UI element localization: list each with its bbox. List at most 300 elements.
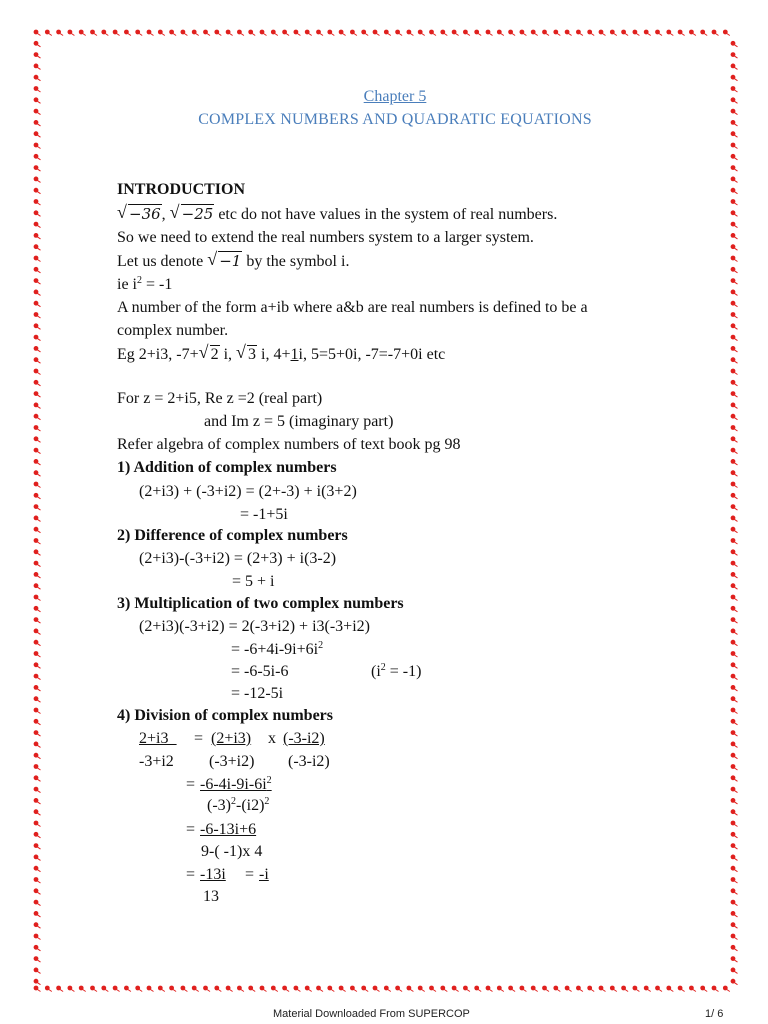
border-tick — [377, 34, 380, 36]
border-tick — [38, 904, 41, 906]
border-tick — [735, 576, 738, 578]
border-dot — [666, 30, 671, 35]
border-dot — [101, 986, 106, 991]
border-dot — [678, 986, 683, 991]
border-dot — [474, 30, 479, 35]
border-dot — [34, 188, 39, 193]
border-dot — [34, 888, 39, 893]
border-tick — [735, 926, 738, 928]
border-dot — [531, 30, 536, 35]
border-tick — [735, 519, 738, 521]
border-dot — [644, 30, 649, 35]
border-tick — [704, 990, 707, 992]
border-dot — [34, 595, 39, 600]
heading-difference: 2) Difference of complex numbers — [117, 527, 348, 544]
border-dot — [731, 290, 736, 295]
border-dot — [731, 764, 736, 769]
border-tick — [38, 260, 41, 262]
border-dot — [45, 30, 50, 35]
border-dot — [731, 380, 736, 385]
border-dot — [731, 312, 736, 317]
border-tick — [735, 757, 738, 759]
border-dot — [731, 516, 736, 521]
border-tick — [38, 508, 41, 510]
border-dot — [316, 986, 321, 991]
border-dot — [361, 30, 366, 35]
intro-line-1: √ −36, √ −25 etc do not have values in the system of real numbers. — [117, 202, 558, 223]
border-tick — [735, 632, 738, 634]
border-dot — [237, 30, 242, 35]
border-tick — [38, 990, 41, 992]
border-tick — [501, 34, 504, 36]
border-tick — [105, 990, 108, 992]
border-tick — [38, 192, 41, 194]
border-dot — [350, 986, 355, 991]
border-dot — [731, 798, 736, 803]
border-tick — [377, 990, 380, 992]
border-tick — [218, 990, 221, 992]
border-tick — [478, 34, 481, 36]
border-tick — [38, 180, 41, 182]
border-dot — [169, 986, 174, 991]
border-dot — [731, 696, 736, 701]
border-dot — [34, 787, 39, 792]
border-dot — [731, 527, 736, 532]
border-tick — [388, 34, 391, 36]
border-dot — [34, 222, 39, 227]
border-tick — [735, 395, 738, 397]
border-dot — [610, 30, 615, 35]
border-dot — [731, 323, 736, 328]
border-dot — [34, 685, 39, 690]
border-tick — [535, 990, 538, 992]
border-tick — [735, 938, 738, 940]
border-tick — [670, 34, 673, 36]
border-dot — [731, 911, 736, 916]
border-tick — [230, 990, 233, 992]
border-tick — [38, 610, 41, 612]
border-dot — [339, 30, 344, 35]
border-dot — [34, 391, 39, 396]
border-dot — [731, 41, 736, 46]
border-dot — [34, 267, 39, 272]
border-dot — [731, 742, 736, 747]
border-dot — [34, 719, 39, 724]
border-tick — [38, 361, 41, 363]
section-heading-introduction: INTRODUCTION — [117, 181, 246, 198]
border-tick — [735, 486, 738, 488]
border-tick — [735, 971, 738, 973]
border-dot — [463, 986, 468, 991]
border-dot — [731, 52, 736, 57]
border-tick — [735, 180, 738, 182]
border-dot — [731, 674, 736, 679]
border-dot — [34, 821, 39, 826]
border-dot — [395, 986, 400, 991]
border-dot — [34, 934, 39, 939]
border-dot — [463, 30, 468, 35]
border-tick — [625, 34, 628, 36]
border-dot — [158, 986, 163, 991]
division-numerator-3: (-3-i2) — [283, 730, 325, 747]
border-tick — [735, 791, 738, 793]
border-tick — [331, 34, 334, 36]
border-dot — [34, 312, 39, 317]
border-tick — [735, 248, 738, 250]
border-tick — [557, 990, 560, 992]
border-tick — [38, 474, 41, 476]
division-step4-equals: = — [186, 866, 196, 883]
border-tick — [38, 158, 41, 160]
border-tick — [38, 745, 41, 747]
border-tick — [38, 350, 41, 352]
border-tick — [735, 158, 738, 160]
border-tick — [735, 67, 738, 69]
border-tick — [444, 990, 447, 992]
border-dot — [34, 301, 39, 306]
border-tick — [546, 34, 549, 36]
border-dot — [294, 986, 299, 991]
border-tick — [38, 836, 41, 838]
border-dot — [34, 549, 39, 554]
border-dot — [553, 986, 558, 991]
border-tick — [433, 34, 436, 36]
border-tick — [331, 990, 334, 992]
border-dot — [520, 30, 525, 35]
border-tick — [735, 949, 738, 951]
border-dot — [34, 855, 39, 860]
division-times: x — [268, 730, 276, 747]
border-dot — [384, 30, 389, 35]
border-dot — [508, 30, 513, 35]
border-tick — [38, 655, 41, 657]
border-dot — [452, 30, 457, 35]
border-dot — [34, 764, 39, 769]
border-tick — [38, 644, 41, 646]
border-tick — [38, 576, 41, 578]
border-tick — [264, 990, 267, 992]
border-tick — [682, 34, 685, 36]
border-tick — [38, 678, 41, 680]
border-dot — [34, 448, 39, 453]
border-dot — [34, 662, 39, 667]
border-tick — [38, 214, 41, 216]
border-tick — [309, 34, 312, 36]
border-dot — [731, 470, 736, 475]
border-tick — [727, 34, 730, 36]
border-dot — [34, 606, 39, 611]
border-tick — [38, 915, 41, 917]
border-dot — [587, 986, 592, 991]
page-number: 1/ 6 — [705, 1008, 724, 1020]
border-dot — [542, 986, 547, 991]
border-tick — [105, 34, 108, 36]
border-dot — [34, 561, 39, 566]
border-tick — [735, 621, 738, 623]
border-dot — [90, 30, 95, 35]
border-dot — [731, 583, 736, 588]
border-dot — [633, 986, 638, 991]
border-dot — [731, 708, 736, 713]
border-dot — [418, 30, 423, 35]
border-dot — [147, 30, 152, 35]
border-dot — [731, 233, 736, 238]
border-dot — [666, 986, 671, 991]
border-tick — [490, 34, 493, 36]
border-dot — [34, 256, 39, 261]
border-tick — [365, 990, 368, 992]
border-tick — [275, 990, 278, 992]
border-tick — [38, 938, 41, 940]
border-tick — [196, 990, 199, 992]
border-dot — [731, 956, 736, 961]
border-dot — [34, 233, 39, 238]
border-dot — [282, 986, 287, 991]
border-tick — [591, 990, 594, 992]
border-dot — [79, 30, 84, 35]
border-tick — [38, 847, 41, 849]
border-tick — [38, 723, 41, 725]
border-tick — [252, 34, 255, 36]
border-dot — [531, 986, 536, 991]
border-tick — [501, 990, 504, 992]
border-dot — [34, 629, 39, 634]
border-dot — [731, 188, 736, 193]
border-tick — [735, 226, 738, 228]
border-tick — [38, 632, 41, 634]
border-tick — [735, 260, 738, 262]
border-tick — [735, 452, 738, 454]
border-dot — [339, 986, 344, 991]
border-tick — [38, 983, 41, 985]
border-dot — [34, 30, 39, 35]
border-dot — [407, 30, 412, 35]
border-dot — [542, 30, 547, 35]
border-tick — [523, 990, 526, 992]
border-dot — [124, 986, 129, 991]
border-tick — [60, 34, 63, 36]
border-dot — [731, 391, 736, 396]
border-dot — [689, 986, 694, 991]
border-tick — [286, 990, 289, 992]
border-dot — [34, 425, 39, 430]
border-dot — [731, 504, 736, 509]
border-tick — [735, 712, 738, 714]
border-tick — [735, 305, 738, 307]
border-dot — [497, 986, 502, 991]
border-dot — [731, 787, 736, 792]
border-dot — [214, 986, 219, 991]
border-dot — [260, 30, 265, 35]
border-tick — [735, 915, 738, 917]
border-tick — [735, 689, 738, 691]
border-dot — [45, 986, 50, 991]
border-dot — [731, 436, 736, 441]
border-dot — [34, 922, 39, 927]
border-tick — [162, 34, 165, 36]
border-tick — [38, 339, 41, 341]
border-dot — [395, 30, 400, 35]
border-dot — [34, 75, 39, 80]
border-dot — [731, 199, 736, 204]
border-tick — [38, 926, 41, 928]
multiplication-note: $(i^2 = -1)$ — [371, 662, 422, 680]
border-tick — [456, 990, 459, 992]
border-tick — [38, 734, 41, 736]
border-dot — [497, 30, 502, 35]
border-tick — [38, 45, 41, 47]
border-tick — [38, 497, 41, 499]
border-dot — [731, 809, 736, 814]
border-tick — [38, 395, 41, 397]
border-tick — [264, 34, 267, 36]
border-tick — [38, 553, 41, 555]
border-tick — [38, 79, 41, 81]
border-tick — [735, 734, 738, 736]
border-dot — [731, 459, 736, 464]
border-tick — [512, 990, 515, 992]
border-tick — [735, 463, 738, 465]
border-dot — [34, 843, 39, 848]
border-tick — [38, 689, 41, 691]
border-tick — [512, 34, 515, 36]
border-dot — [731, 222, 736, 227]
border-dot — [731, 210, 736, 215]
border-tick — [354, 34, 357, 36]
border-tick — [38, 440, 41, 442]
border-dot — [599, 30, 604, 35]
border-tick — [117, 990, 120, 992]
division-step2-numerator: $-6-4i-9i-6i^2$ — [200, 775, 272, 793]
border-tick — [735, 587, 738, 589]
border-dot — [34, 753, 39, 758]
border-tick — [38, 813, 41, 815]
border-dot — [731, 900, 736, 905]
border-dot — [731, 538, 736, 543]
border-dot — [712, 986, 717, 991]
border-tick — [49, 34, 52, 36]
border-dot — [34, 832, 39, 837]
border-dot — [486, 986, 491, 991]
intro-line-3: Let us denote √ −1 by the symbol i. — [117, 249, 350, 270]
chapter-number: Chapter 5 — [363, 88, 427, 105]
footer-source: Material Downloaded From SUPERCOP — [273, 1008, 470, 1020]
border-tick — [490, 990, 493, 992]
division-step4-equals-2: = — [245, 866, 255, 883]
border-tick — [38, 542, 41, 544]
division-step2-equals: = — [186, 776, 196, 793]
border-dot — [169, 30, 174, 35]
border-dot — [34, 278, 39, 283]
border-tick — [735, 192, 738, 194]
border-dot — [731, 448, 736, 453]
border-dot — [34, 809, 39, 814]
border-dot — [731, 131, 736, 136]
border-dot — [56, 986, 61, 991]
border-dot — [34, 143, 39, 148]
border-tick — [478, 990, 481, 992]
border-dot — [553, 30, 558, 35]
border-dot — [621, 30, 626, 35]
border-dot — [731, 335, 736, 340]
border-tick — [354, 990, 357, 992]
border-dot — [731, 346, 736, 351]
border-dot — [316, 30, 321, 35]
border-dot — [731, 888, 736, 893]
border-tick — [735, 327, 738, 329]
border-dot — [486, 30, 491, 35]
border-dot — [731, 244, 736, 249]
border-tick — [38, 858, 41, 860]
border-tick — [735, 825, 738, 827]
border-tick — [286, 34, 289, 36]
border-dot — [731, 843, 736, 848]
border-dot — [271, 986, 276, 991]
border-dot — [731, 177, 736, 182]
border-tick — [207, 34, 210, 36]
border-dot — [181, 986, 186, 991]
border-dot — [34, 651, 39, 656]
border-tick — [38, 791, 41, 793]
border-tick — [523, 34, 526, 36]
border-dot — [655, 986, 660, 991]
border-dot — [723, 30, 728, 35]
border-tick — [735, 610, 738, 612]
border-tick — [735, 350, 738, 352]
border-tick — [173, 34, 176, 36]
border-tick — [275, 34, 278, 36]
border-dot — [731, 572, 736, 577]
border-dot — [678, 30, 683, 35]
border-tick — [735, 214, 738, 216]
border-tick — [735, 169, 738, 171]
border-tick — [38, 700, 41, 702]
border-tick — [735, 373, 738, 375]
border-dot — [731, 143, 736, 148]
border-dot — [731, 482, 736, 487]
border-tick — [297, 990, 300, 992]
border-tick — [614, 34, 617, 36]
border-dot — [226, 986, 231, 991]
border-dot — [731, 832, 736, 837]
border-dot — [34, 674, 39, 679]
border-dot — [34, 504, 39, 509]
division-step3-equals: = — [186, 821, 196, 838]
border-dot — [429, 30, 434, 35]
border-tick — [38, 226, 41, 228]
addition-step-2: = -1+5i — [240, 506, 288, 523]
border-dot — [34, 493, 39, 498]
border-dot — [34, 52, 39, 57]
heading-multiplication: 3) Multiplication of two complex numbers — [117, 595, 404, 612]
border-dot — [68, 30, 73, 35]
border-dot — [327, 30, 332, 35]
border-tick — [735, 361, 738, 363]
border-dot — [147, 986, 152, 991]
border-tick — [659, 34, 662, 36]
border-tick — [569, 990, 572, 992]
border-tick — [422, 990, 425, 992]
border-tick — [162, 990, 165, 992]
addition-step-1: (2+i3) + (-3+i2) = (2+-3) + i(3+2) — [139, 483, 357, 500]
border-dot — [79, 986, 84, 991]
border-tick — [83, 34, 86, 36]
border-dot — [34, 346, 39, 351]
border-dot — [731, 821, 736, 826]
border-dot — [731, 662, 736, 667]
border-dot — [520, 986, 525, 991]
border-tick — [365, 34, 368, 36]
